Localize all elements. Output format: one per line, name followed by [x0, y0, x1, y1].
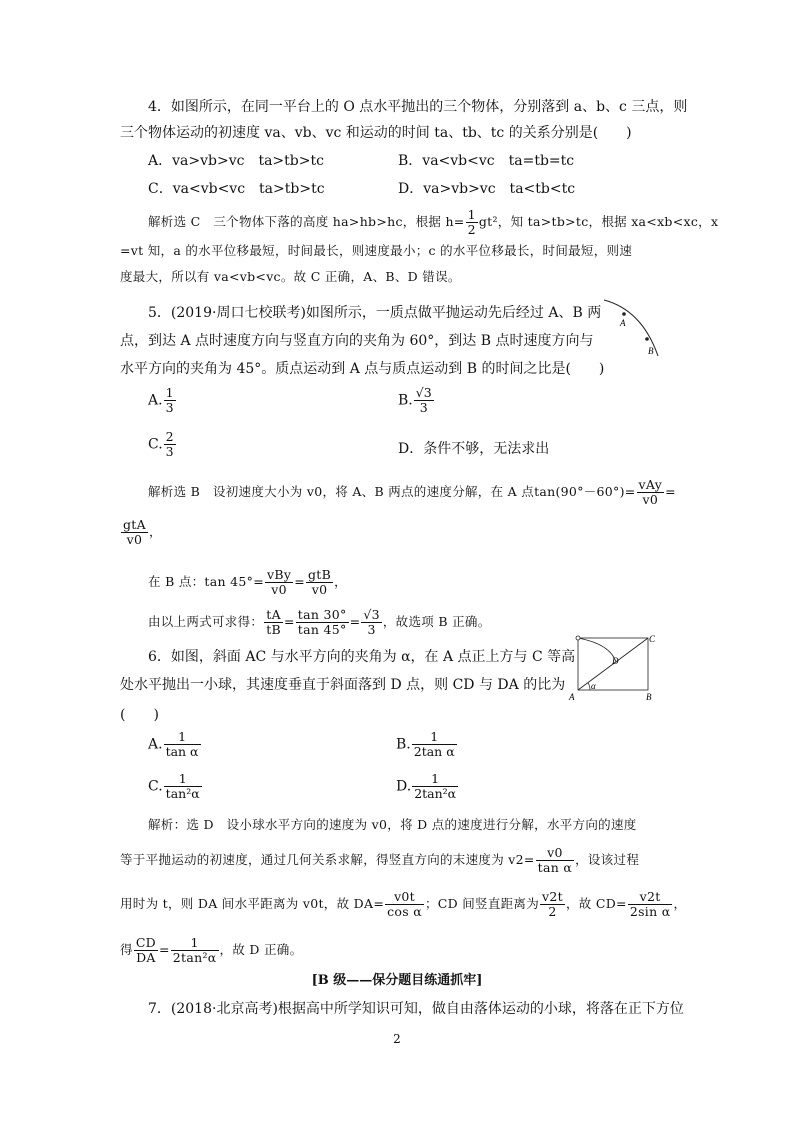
q5-option-c: C. $\frac{2}{3}$	[148, 429, 174, 459]
q4-stem-line1: 4．如图所示，在同一平台上的 O 点水平抛出的三个物体，分别落到 a、b、c 三点，则	[148, 99, 688, 115]
q5-solution-line2: $\frac{\text{gtA}}{v0}$ ，	[123, 517, 162, 547]
label-a: A	[620, 318, 626, 328]
q6-option-d: D. $\frac{1}{\text{2tan²α}}$	[396, 771, 457, 801]
label-d: D	[612, 656, 619, 666]
q6-solution-line2: 等于平抛运动的初速度，通过几何关系求解，得竖直方向的末速度为 v2= $\frac{v0}{\text{tan α}}$ ，设该过程	[120, 845, 640, 875]
angle-arc	[588, 683, 590, 690]
q6-option-b: B. $\frac{1}{\text{2tan α}}$	[396, 729, 455, 759]
q4-option-c: C．va<vb<vc ta>tb>tc	[148, 181, 325, 197]
q5-stem-line1: 5．(2019·周口七校联考)如图所示，一质点做平抛运动先后经过 A、B 两	[148, 305, 602, 321]
ball-trajectory	[578, 638, 616, 662]
q5-option-b: B. $\frac{√3}{3}$	[398, 385, 432, 415]
launch-point	[576, 636, 580, 640]
q4-stem-line2: 三个物体运动的初速度 va、vb、vc 和运动的时间 ta、tb、tc 的关系分别是( )	[120, 125, 632, 141]
q6-solution-line1: 解析：选 D 设小球水平方向的速度为 v0，将 D 点的速度进行分解，水平方向的速度	[148, 817, 637, 832]
label-a: A	[569, 692, 575, 702]
q4-option-d: D．va>vb>vc ta<tb<tc	[398, 181, 576, 197]
q4-solution-line3: 度最大，所以有 va<vb<vc。故 C 正确，A、B、D 错误。	[120, 269, 461, 284]
q5-option-a: A. $\frac{1}{3}$	[148, 385, 174, 415]
label-b: B	[648, 346, 654, 356]
q5-option-d: D．条件不够，无法求出	[398, 441, 550, 457]
point-b	[645, 337, 649, 341]
q6-solution-line3: 用时为 t，则 DA 间水平距离为 v0t，故 DA= $\frac{v0t}{\text{cos α}}$ ；CD 间竖直距离为 $\frac{v2t}{2}$ ，故 CD= $\frac{v2t}{\text{2sin α}}$ ，	[120, 889, 687, 919]
q6-stem-line3: ( )	[120, 707, 159, 723]
q5-solution-line1: 解析选 B 设初速度大小为 v0，将 A、B 两点的速度分解，在 A 点tan(90°－60°)= $\frac{\text{vAy}}{v0}$ =	[148, 477, 676, 507]
label-c: C	[649, 634, 656, 644]
point-a	[622, 312, 626, 316]
q5-stem-line3: 水平方向的夹角为 45°。质点运动到 A 点与质点运动到 B 的时间之比是( )	[120, 361, 605, 377]
fraction: $\frac{1}{2}$	[467, 207, 476, 237]
q4-option-b: B．va<vb<vc ta=tb=tc	[398, 153, 575, 169]
q5-solution-line3: 在 B 点：tan 45°= $\frac{\text{vBy}}{v0}$ = $\frac{\text{gtB}}{v0}$ ，	[148, 567, 347, 597]
q4-option-a: A．va>vb>vc ta>tb>tc	[148, 153, 324, 169]
q6-solution-line4: 得 $\frac{CD}{DA}$ = $\frac{1}{\text{2tan²α}}$ ，故 D 正确。	[120, 935, 303, 965]
q6-option-a: A. $\frac{1}{\text{tan α}}$	[148, 729, 199, 759]
q7-stem-line1: 7．(2018·北京高考)根据高中所学知识可知，做自由落体运动的小球，将落在正下方位	[148, 1001, 684, 1017]
label-b: B	[646, 692, 652, 702]
section-header: [B 级——保分题目练通抓牢]	[311, 973, 483, 988]
q6-incline-figure	[566, 632, 658, 704]
q6-option-c: C. $\frac{1}{\text{tan²α}}$	[148, 771, 200, 801]
q5-trajectory-figure	[600, 296, 670, 366]
q5-solution-line4: 由以上两式可求得： $\frac{tA}{tB}$ = $\frac{\tan 30^\circ}{\tan 45^\circ}$ = $\frac{√3}{3}$ ，故选项 B 正确。	[148, 607, 491, 637]
q4-solution-line1: 解析选 C 三个物体下落的高度 ha>hb>hc，根据 h= $\frac{1}{2}$ gt²，知 ta>tb>tc，根据 xa<xb<xc，x	[148, 207, 719, 237]
q5-stem-line2: 点，到达 A 点时速度方向与竖直方向的夹角为 60°，到达 B 点时速度方向与	[120, 333, 594, 349]
q6-stem-line1: 6．如图，斜面 AC 与水平方向的夹角为 α，在 A 点正上方与 C 等高	[148, 649, 576, 665]
q6-stem-line2: 处水平抛出一小球，其速度垂直于斜面落到 D 点，则 CD 与 DA 的比为	[120, 677, 566, 693]
label-alpha: α	[591, 681, 596, 691]
q4-solution-line2: =vt 知，a 的水平位移最短，时间最长，则速度最小；c 的水平位移最长，时间最短，则速	[120, 243, 633, 258]
page-number: 2	[393, 1032, 401, 1046]
